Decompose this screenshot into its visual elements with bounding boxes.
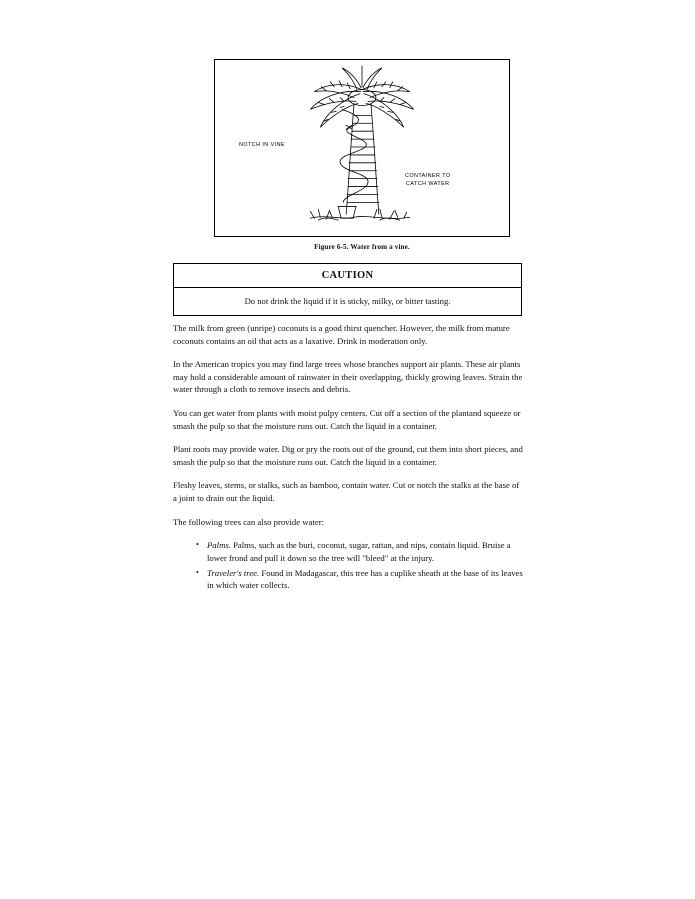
paragraph-air-plants: In the American tropics you may find large trees whose branches support air plants. These air plants may hold a considerable amount of rainwater in their overlapping, thickly growing leaves. Strain the water through a cloth to remove insects and debris. [173,359,523,395]
paragraph-coconut-milk: The milk from green (unripe) coconuts is a good thirst quencher. However, the milk from mature coconuts contains an oil that acts as a laxative. Drink in moderation only. [173,323,510,346]
list-item [207,567,523,592]
list-item-lead: Palms. [207,540,231,551]
figure-label-notch: NOTCH IN VINE [239,142,285,148]
caution-title: CAUTION [174,264,521,288]
paragraph-plant-roots: Plant roots may provide water. Dig or pry the roots out of the ground, cut them into short pieces, and smash the pulp so that the moisture runs out. Catch the liquid in a container. [173,444,523,467]
figure-label-container-line2: CATCH WATER [406,180,450,187]
figure-caption: Figure 6-5. Water from a vine. [314,243,410,251]
body-content [173,322,523,594]
figure-block [214,59,510,251]
figure-label-container [405,173,451,189]
paragraph-fleshy-leaves: Fleshy leaves, stems, or stalks, such as bamboo, contain water. Cut or notch the stalks at the base of a joint to drain out the liquid. [173,480,520,504]
list-item-text: Palms, such as the buri, coconut, sugar, rattan, and nips, contain liquid. Bruise a lower frond and pull it down so the tree will "bleed" at the injury. [207,540,511,563]
caution-box [173,263,522,316]
tree-list [173,539,523,591]
figure-image-frame [214,59,510,237]
list-item-lead: Traveler's tree. [207,567,260,578]
paragraph-trees-intro: The following trees can also provide water: [173,516,325,527]
paragraph-pulpy-centers: You can get water from plants with moist pulpy centers. Cut off a section of the plantand squeeze or smash the pulp so that the moisture runs out. Catch the liquid in a container. [173,408,521,431]
list-item-text: Found in Madagascar, this tree has a cuplike sheath at the base of its leaves in which water collects. [207,567,523,591]
caution-text: Do not drink the liquid if it is sticky, milky, or bitter tasting. [244,296,451,306]
list-item [207,539,523,564]
figure-label-container-line1: CONTAINER TO [405,173,451,179]
